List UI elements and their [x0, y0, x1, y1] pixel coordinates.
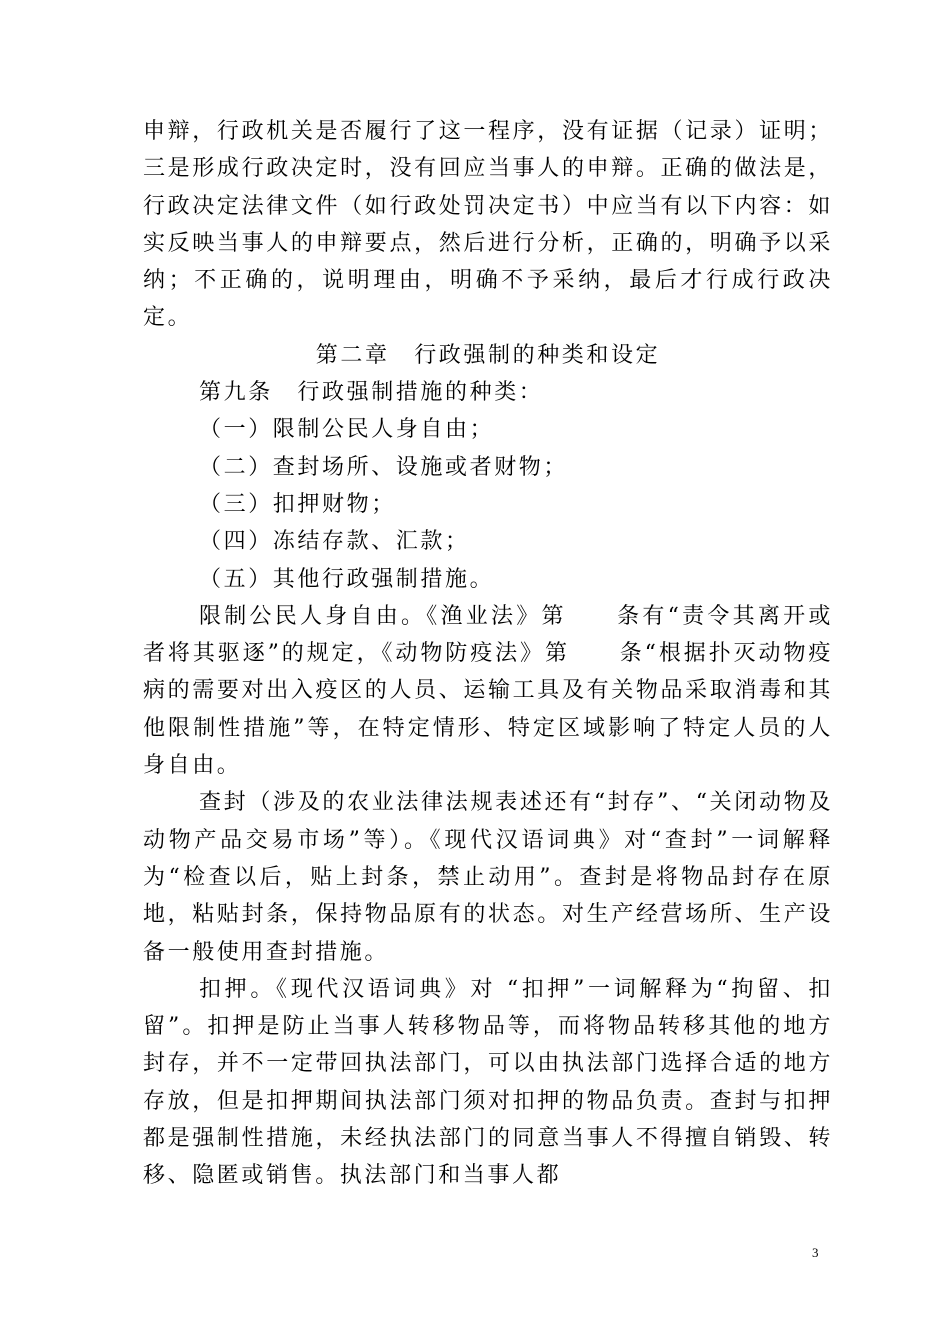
article-heading: 第九条 行政强制措施的种类： [199, 380, 544, 406]
list-item: （四）冻结存款、汇款； [199, 529, 470, 555]
list-item: （一）限制公民人身自由； [199, 417, 495, 443]
paragraph-seizure: 扣押。《现代汉语词典》对 “扣押”一词解释为“拘留、扣留”。扣押是防止当事人转移物品等，而将物品转移其他的地方封存，并不一定带回执法部门，可以由执法部门选择合适的地方存放，但是扣押期间执法部门须对扣押的物品负责。查封与扣押都是强制性措施，未经执法部门的同意当事人不得擅自销毁、转移、隐匿或销售。执法部门和当事人都 [143, 976, 833, 1189]
page-number: 3 [812, 1245, 819, 1260]
list-item: （二）查封场所、设施或者财物； [199, 454, 569, 480]
paragraph-personal-freedom: 限制公民人身自由。《渔业法》第 条有“责令其离开或者将其驱逐”的规定，《动物防疫法》第 条“根据扑灭动物疫病的需要对出入疫区的人员、运输工具及有关物品采取消毒和其他限制性措施”等，在特定情形、特定区域影响了特定人员的人身自由。 [143, 603, 833, 779]
paragraph-seal-up: 查封（涉及的农业法律法规表述还有“封存”、“关闭动物及动物产品交易市场”等）。《现代汉语词典》对“查封”一词解释为“检查以后，贴上封条，禁止动用”。查封是将物品封存在原地，粘贴封条，保持物品原有的状态。对生产经营场所、生产设备一般使用查封措施。 [143, 790, 833, 965]
chapter-heading: 第二章 行政强制的种类和设定 [315, 342, 661, 368]
list-item: （五）其他行政强制措施。 [199, 566, 495, 592]
list-item: （三）扣押财物； [199, 491, 396, 517]
body-text [143, 113, 833, 1195]
paragraph-continuation: 申辩，行政机关是否履行了这一程序，没有证据（记录）证明；三是形成行政决定时，没有回应当事人的申辩。正确的做法是，行政决定法律文件（如行政处罚决定书）中应当有以下内容：如实反映当事人的申辩要点，然后进行分析，正确的，明确予以采纳；不正确的，说明理由，明确不予采纳，最后才行成行政决定。 [143, 119, 833, 331]
